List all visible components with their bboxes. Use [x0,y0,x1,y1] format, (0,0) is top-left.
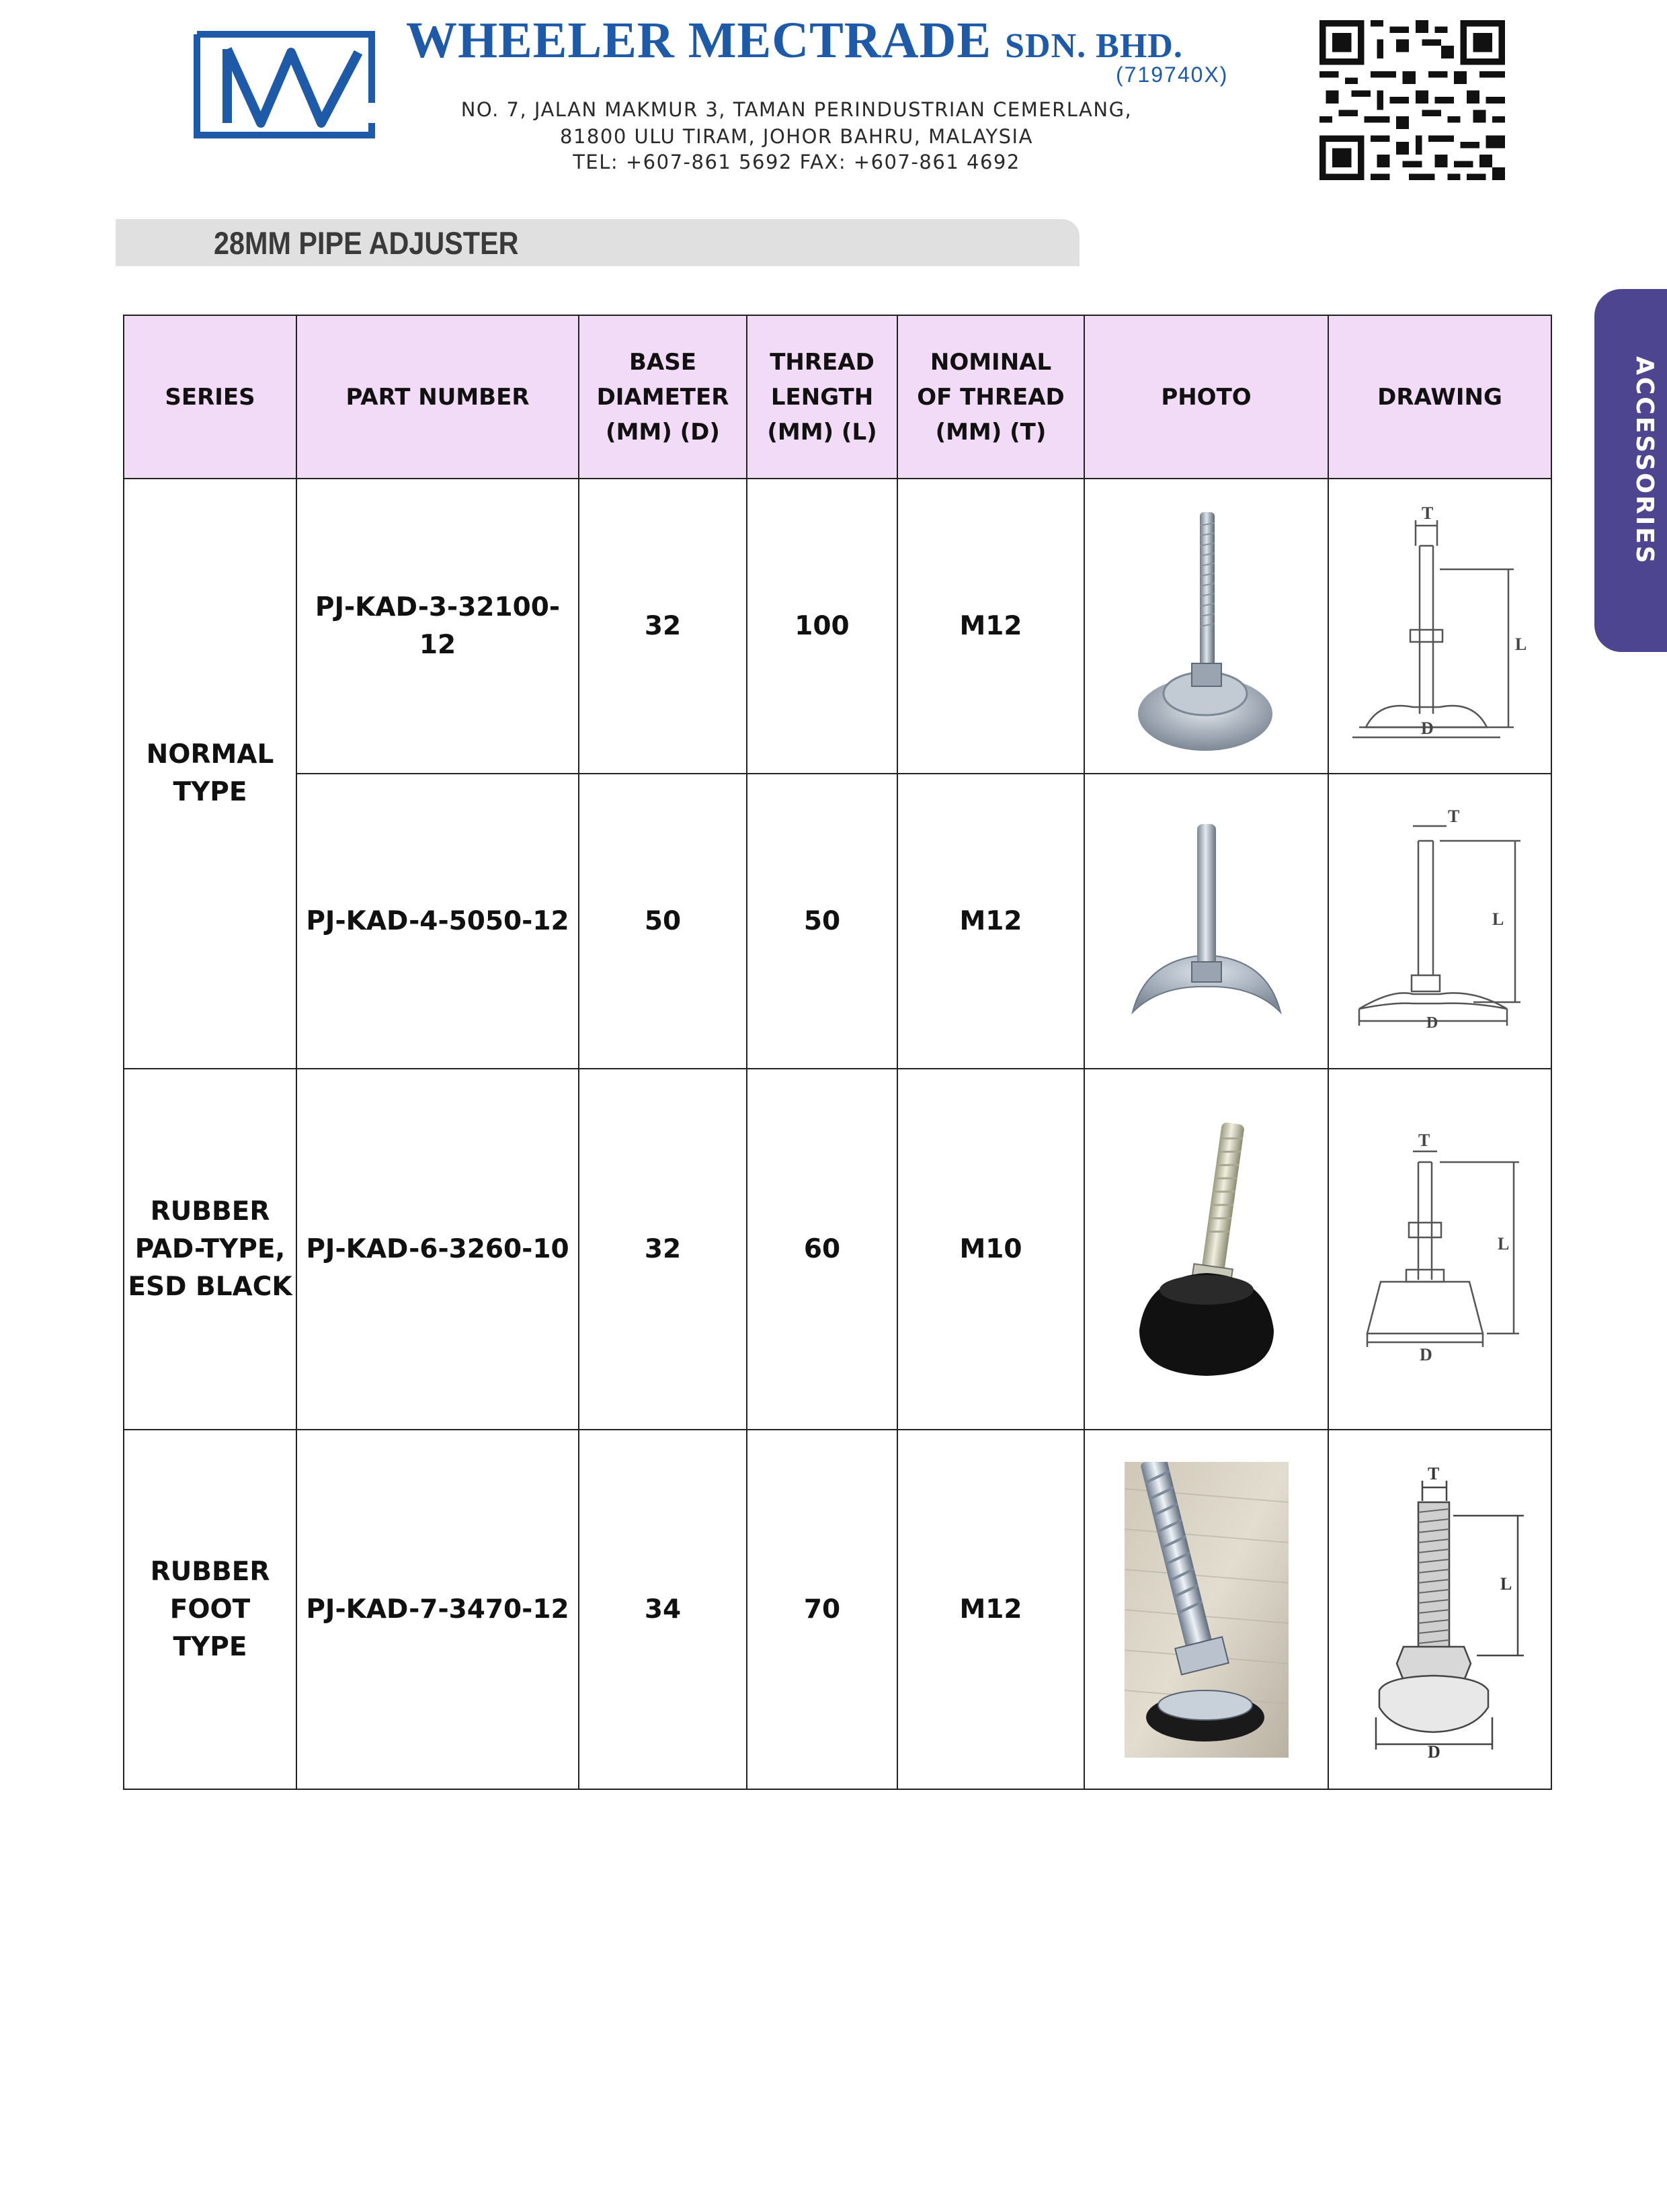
drawing-cell [1328,1069,1551,1430]
base-diameter-cell: 32 [579,1069,747,1430]
drawing-label-l: L [1500,1573,1512,1594]
base-diameter-cell: 50 [579,774,747,1069]
header-base-diameter-line-3: (MM) (D) [606,418,720,446]
thread-length-cell: 60 [747,1069,897,1430]
header-series: SERIES [124,315,296,479]
series-rubber-foot-line-1: RUBBER [150,1556,270,1587]
photo-cell [1084,774,1328,1069]
part-number-cell: PJ-KAD-7-3470-12 [296,1430,579,1789]
address-line-2: 81800 ULU TIRAM, JOHOR BAHRU, MALAYSIA [560,125,1033,148]
drawing-cell [1328,774,1551,1069]
thread-length-cell: 70 [747,1430,897,1789]
rubber-pad-adjuster-photo-icon [1119,1108,1294,1391]
rubber-foot-adjuster-photo-icon [1125,1462,1289,1758]
nominal-thread-cell: M12 [897,1430,1084,1789]
header-base-diameter-line-2: DIAMETER [596,383,729,411]
spec-table [123,315,1552,1790]
base-diameter-cell: 32 [579,479,747,774]
thread-length-cell: 50 [747,774,897,1069]
steel-adjuster-photo-icon [1126,499,1287,754]
series-rubber-pad-line-3: ESD BLACK [128,1271,292,1302]
photo-cell [1084,479,1328,774]
series-rubber-foot-type [124,1430,296,1789]
header-thread-length [747,315,897,479]
header-drawing: DRAWING [1328,315,1551,479]
header-nominal-thread-line-1: NOMINAL [930,348,1052,376]
drawing-label-t: T [1418,1130,1430,1150]
drawing-label-t: T [1422,505,1434,523]
series-normal-line-1: NORMAL [146,739,274,770]
header-thread-length-line-3: (MM) (L) [767,418,877,446]
series-rubber-pad-type [124,1069,296,1430]
adjuster-drawing-icon [1339,505,1541,747]
series-rubber-foot-line-3: TYPE [173,1631,247,1662]
table-row [124,774,1551,1069]
header-nominal-thread-line-3: (MM) (T) [935,418,1047,446]
company-name-main: WHEELER MECTRADE [406,12,992,69]
adjuster-drawing-icon [1339,807,1541,1036]
part-number-cell: PJ-KAD-3-32100-12 [296,479,579,774]
series-rubber-foot-line-2: FOOT [169,1594,251,1625]
drawing-label-l: L [1498,1233,1510,1254]
steel-adjuster-photo-icon [1119,811,1294,1032]
section-title: 28MM PIPE ADJUSTER [214,225,519,261]
header-part-number: PART NUMBER [296,315,579,479]
thread-length-cell: 100 [747,479,897,774]
series-rubber-pad-line-2: PAD-TYPE, [134,1233,286,1264]
table-row [124,1430,1551,1789]
part-number-cell: PJ-KAD-4-5050-12 [296,774,579,1069]
drawing-cell [1328,1430,1551,1789]
drawing-label-d: D [1421,718,1434,738]
adjuster-drawing-icon [1339,1462,1541,1758]
nominal-thread-cell: M10 [897,1069,1084,1430]
drawing-label-d: D [1420,1344,1432,1364]
address-line-1: NO. 7, JALAN MAKMUR 3, TAMAN PERINDUSTRIAN CEMERLANG, [460,98,1133,121]
series-rubber-pad-line-1: RUBBER [150,1196,270,1227]
qr-code-icon [1319,20,1506,180]
photo-cell [1084,1069,1328,1430]
header-photo: PHOTO [1084,315,1328,479]
contact-line: TEL: +607-861 5692 FAX: +607-861 4692 [573,151,1020,173]
series-normal-line-2: TYPE [173,777,247,807]
nominal-thread-cell: M12 [897,774,1084,1069]
base-diameter-cell: 34 [579,1430,747,1789]
series-normal-type [124,479,296,1069]
drawing-label-d: D [1426,1014,1438,1032]
table-header-row [124,315,1551,479]
drawing-label-d: D [1428,1742,1440,1758]
drawing-label-t: T [1428,1463,1440,1483]
header-base-diameter [579,315,747,479]
accessories-tab-label: ACCESSORIES [1631,356,1658,565]
drawing-label-l: L [1515,634,1527,654]
drawing-label-l: L [1492,909,1504,929]
drawing-cell [1328,479,1551,774]
adjuster-drawing-icon [1339,1129,1541,1370]
drawing-label-t: T [1448,807,1460,826]
company-logo-icon [190,22,382,143]
photo-cell [1084,1430,1328,1789]
header-thread-length-line-2: LENGTH [770,383,874,411]
header-thread-length-line-1: THREAD [770,348,875,376]
nominal-thread-cell: M12 [897,479,1084,774]
table-row [124,479,1551,774]
header-nominal-thread-line-2: OF THREAD [917,383,1065,411]
company-name [406,12,1183,69]
header-base-diameter-line-1: BASE [629,348,696,376]
registration-number: (719740X) [1116,63,1229,87]
part-number-cell: PJ-KAD-6-3260-10 [296,1069,579,1430]
company-name-suffix: SDN. BHD. [1005,27,1183,65]
header-nominal-thread [897,315,1084,479]
table-row [124,1069,1551,1430]
